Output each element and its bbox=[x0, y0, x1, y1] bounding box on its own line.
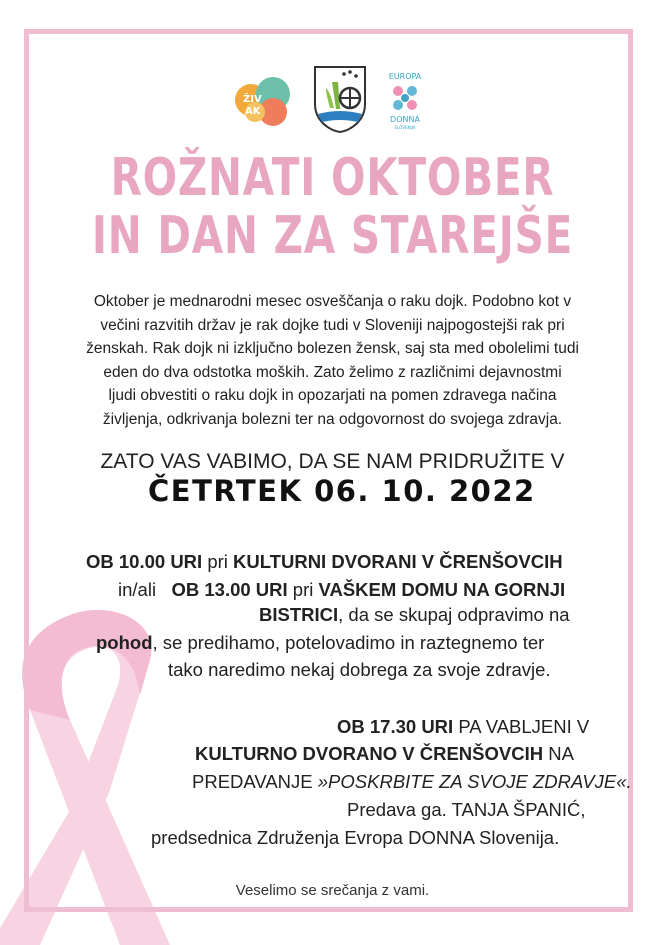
event2-speaker: Predava ga. TANJA ŠPANIĆ, bbox=[347, 799, 586, 820]
event2-lecture-title: »POSKRBITE ZA SVOJE ZDRAVJE«. bbox=[317, 771, 632, 792]
event2-line-1 bbox=[337, 716, 589, 738]
invite-line: ZATO VAS VABIMO, DA SE NAM PRIDRUŽITE V bbox=[100, 450, 565, 473]
zivak-logo bbox=[233, 72, 299, 128]
event2-line-3 bbox=[192, 771, 632, 793]
event2-predavanje: PREDAVANJE bbox=[192, 771, 318, 792]
event1-or: in/ali bbox=[118, 579, 157, 600]
event2-na: NA bbox=[543, 743, 574, 764]
event1-line-2 bbox=[118, 579, 565, 601]
event2-place: KULTURNO DVORANO V ČRENŠOVCIH bbox=[195, 743, 544, 764]
event1-rest-2: , se predihamo, potelovadimo in raztegnemo ter bbox=[152, 632, 545, 653]
donna-bottom-text: DONNA bbox=[390, 115, 420, 124]
event1-line-4 bbox=[96, 632, 544, 654]
event1-pri-1: pri bbox=[202, 551, 234, 572]
event2-line-2 bbox=[195, 743, 574, 765]
zivak-text-1: ŽIV bbox=[243, 94, 262, 105]
event1-pohod: pohod bbox=[96, 632, 153, 653]
event1-time-1: OB 10.00 URI bbox=[86, 551, 203, 572]
donna-emblem-icon bbox=[390, 83, 420, 113]
intro-paragraph bbox=[60, 290, 605, 431]
donna-small-text: SLOVENIJA bbox=[394, 125, 416, 130]
title-line-1: ROŽNATI OKTOBER bbox=[110, 148, 555, 208]
intro-line: ženskah. Rak dojk ni izključno bolezen žensk, saj sta med obolelimi tudi bbox=[86, 340, 579, 357]
event1-rest-1: , da se skupaj odpravimo na bbox=[338, 604, 570, 625]
event2-time: OB 17.30 URI bbox=[337, 716, 454, 737]
event-date: ČETRTEK 06. 10. 2022 bbox=[148, 474, 536, 508]
intro-line: Oktober je mednarodni mesec osveščanja o raku dojk. Podobno kot v bbox=[93, 293, 572, 310]
intro-line: ljudi obvestiti o raku dojk in opozarjati na pomen zdravega načina bbox=[108, 387, 557, 404]
event2-vabljeni: PA VABLJENI V bbox=[453, 716, 590, 737]
title-line-2: IN DAN ZA STAREJŠE bbox=[91, 206, 574, 266]
event1-place-2a: VAŠKEM DOMU NA GORNJI bbox=[318, 579, 566, 600]
intro-line: življenja, odkrivanja bolezni ter na odgovornost do svojega zdravja. bbox=[102, 410, 563, 428]
donna-top-text: EUROPA bbox=[388, 72, 422, 81]
event1-pri-2: pri bbox=[287, 579, 319, 600]
event1-place-1: KULTURNI DVORANI V ČRENŠOVCIH bbox=[233, 551, 563, 572]
event1-place-2b: BISTRICI bbox=[259, 604, 339, 625]
zivak-text-2: AK bbox=[245, 106, 261, 117]
municipality-crest-icon bbox=[312, 64, 368, 134]
event1-time-2: OB 13.00 URI bbox=[171, 579, 288, 600]
footer-text: Veselimo se srečanja z vami. bbox=[235, 882, 430, 899]
logo-row bbox=[0, 62, 665, 138]
intro-line: večini razvitih držav je rak dojke tudi v Sloveniji najpogostejši rak pri bbox=[100, 316, 565, 334]
event1-line-5: tako naredimo nekaj dobrega za svoje zdravje. bbox=[168, 659, 551, 680]
event1-line-1 bbox=[86, 551, 563, 573]
europa-donna-logo bbox=[384, 68, 426, 132]
event1-line-3 bbox=[259, 604, 570, 626]
intro-line: eden do dva odstotka moških. Zato želimo z različnimi dejavnostmi bbox=[103, 363, 562, 381]
event2-role: predsednica Združenja Evropa DONNA Slovenija. bbox=[151, 827, 560, 848]
